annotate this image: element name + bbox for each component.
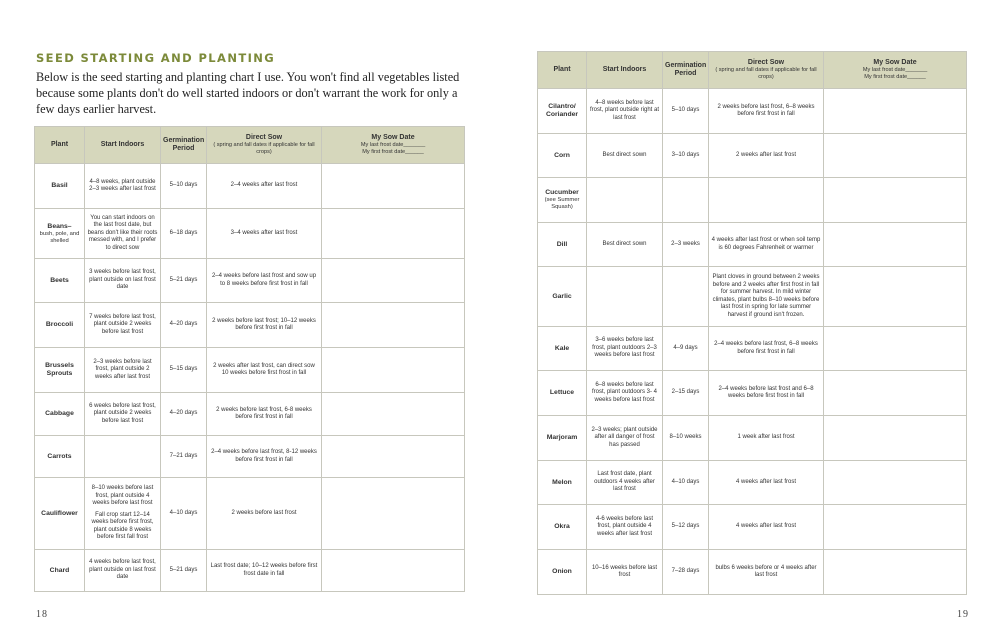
germination-cell: 5–15 days	[161, 348, 207, 393]
header-direct-sow	[207, 127, 322, 164]
germination-cell: 4–20 days	[161, 393, 207, 436]
table-row	[35, 164, 465, 209]
my-sow-date-cell[interactable]	[322, 393, 465, 436]
table-row	[35, 478, 465, 550]
plant-name: Corn	[554, 151, 570, 159]
start-indoors-text: 8–10 weeks before last frost, plant outside 4 weeks before last frost	[91, 485, 154, 507]
direct-sow-cell: 2 weeks after last frost	[709, 134, 824, 178]
germination-cell: 7–21 days	[161, 436, 207, 478]
start-indoors-cell	[85, 348, 161, 393]
plant-cell	[538, 505, 587, 550]
header-germination: Germination Period	[663, 52, 709, 89]
plant-cell	[538, 371, 587, 416]
start-indoors-text: 2–3 weeks; plant outside after all danger of frost has passed	[591, 426, 658, 448]
start-indoors-text: 4–8 weeks before last frost, plant outside right at last frost	[589, 99, 660, 121]
plant-cell	[35, 478, 85, 550]
direct-sow-cell: 2–4 weeks before last frost, 8-12 weeks before first frost in fall	[207, 436, 322, 478]
start-indoors-cell	[587, 461, 663, 505]
germination-cell: 4–10 days	[663, 461, 709, 505]
my-sow-date-cell[interactable]	[322, 550, 465, 592]
direct-sow-cell: 2–4 weeks before last frost, 6–8 weeks before first frost in fall	[709, 327, 824, 371]
start-indoors-text: 4 weeks before last frost, plant outside on last frost date	[89, 559, 156, 581]
start-indoors-text: You can start indoors on the last frost date, but beans don't like their roots messed with, and I prefer to direct sow	[87, 214, 158, 251]
header-direct-sow-label: Direct Sow	[245, 134, 283, 141]
plant-cell	[35, 209, 85, 259]
start-indoors-text: 3–6 weeks before last frost, plant outdoors 2–3 weeks before last frost	[592, 337, 657, 359]
plant-name: Beans–	[47, 222, 72, 230]
plant-name: Cilantro/ Coriander	[545, 103, 579, 118]
start-indoors-cell	[587, 89, 663, 134]
table-row	[538, 178, 967, 223]
direct-sow-cell: 4 weeks after last frost or when soil temp is 60 degrees Fahrenheit or warmer	[709, 223, 824, 267]
plant-name: Carrots	[47, 452, 72, 460]
my-sow-date-cell[interactable]	[322, 164, 465, 209]
germination-cell: 2–15 days	[663, 371, 709, 416]
start-indoors-text: Last frost date, plant outdoors 4 weeks after last frost	[594, 471, 655, 493]
start-indoors-text: Best direct sown	[602, 240, 647, 247]
my-sow-date-cell[interactable]	[322, 259, 465, 303]
page-number: 18	[36, 609, 48, 620]
plant-cell	[35, 393, 85, 436]
plant-cell	[538, 89, 587, 134]
my-sow-date-cell[interactable]	[322, 348, 465, 393]
germination-cell: 5–21 days	[161, 550, 207, 592]
header-row	[35, 127, 465, 164]
germination-cell	[663, 267, 709, 327]
header-start-indoors: Start Indoors	[85, 127, 161, 164]
direct-sow-cell: 4 weeks after last frost	[709, 461, 824, 505]
table-row	[538, 416, 967, 461]
plant-name: Onion	[552, 568, 572, 575]
start-indoors-cell	[85, 259, 161, 303]
my-sow-date-cell[interactable]	[824, 416, 967, 461]
germination-cell: 7–28 days	[663, 550, 709, 595]
plant-cell	[35, 303, 85, 348]
start-indoors-cell	[587, 178, 663, 223]
plant-note: bush, pole, and shelled	[39, 230, 80, 244]
my-sow-date-cell[interactable]	[824, 267, 967, 327]
plant-name: Cucumber	[545, 189, 579, 197]
plant-cell	[538, 550, 587, 595]
start-indoors-cell	[587, 223, 663, 267]
start-indoors-cell	[85, 436, 161, 478]
plant-cell	[538, 416, 587, 461]
start-indoors-cell	[85, 209, 161, 259]
section-heading: SEED STARTING AND PLANTING	[36, 51, 276, 65]
my-sow-date-cell[interactable]	[824, 505, 967, 550]
germination-cell: 3–10 days	[663, 134, 709, 178]
plant-name: Okra	[554, 523, 570, 530]
start-indoors-cell	[587, 550, 663, 595]
header-direct-sow-note: ( spring and fall dates if applicable for fall crops)	[213, 142, 315, 155]
direct-sow-cell: 3–4 weeks after last frost	[207, 209, 322, 259]
direct-sow-cell: bulbs 6 weeks before or 4 weeks after last frost	[709, 550, 824, 595]
start-indoors-cell	[85, 478, 161, 550]
seed-chart-right	[537, 51, 967, 595]
table-row	[538, 267, 967, 327]
table-row	[538, 550, 967, 595]
start-indoors-cell	[85, 164, 161, 209]
start-indoors-text: 7 weeks before last frost, plant outside 2 weeks before last frost	[89, 313, 156, 335]
plant-name: Brussels Sprouts	[45, 362, 74, 377]
table-row	[538, 461, 967, 505]
germination-cell: 6–18 days	[161, 209, 207, 259]
direct-sow-cell: 2 weeks before last frost, 6-8 weeks before first frost in fall	[207, 393, 322, 436]
direct-sow-cell: Last frost date; 10–12 weeks before first frost date in fall	[207, 550, 322, 592]
table-row	[538, 134, 967, 178]
table-row	[35, 348, 465, 393]
header-direct-sow-label: Direct Sow	[747, 59, 785, 66]
header-my-sow-date	[322, 127, 465, 164]
my-sow-date-cell[interactable]	[824, 327, 967, 371]
start-indoors-text: 2–3 weeks before last frost, plant outside 2 weeks after last frost	[93, 358, 152, 380]
start-indoors-fall-text: Fall crop start 12–14 weeks before first frost, plant outside 8 weeks before first fall frost	[91, 511, 154, 541]
germination-cell: 5–21 days	[161, 259, 207, 303]
start-indoors-cell	[587, 371, 663, 416]
plant-name: Dill	[556, 240, 568, 248]
plant-cell	[538, 134, 587, 178]
my-sow-date-cell[interactable]	[322, 303, 465, 348]
direct-sow-cell: 2–4 weeks before last frost and sow up to 8 weeks before first frost in fall	[207, 259, 322, 303]
start-indoors-text: 6–8 weeks before last frost, plant outdoors 3- 4 weeks before last frost	[591, 381, 658, 403]
plant-cell	[538, 223, 587, 267]
table-row	[538, 327, 967, 371]
start-indoors-cell	[587, 416, 663, 461]
plant-name: Garlic	[552, 292, 572, 300]
plant-cell	[35, 348, 85, 393]
start-indoors-cell	[85, 303, 161, 348]
header-my-sow-date-label: My Sow Date	[873, 59, 917, 66]
start-indoors-cell	[587, 134, 663, 178]
header-my-sow-date-label: My Sow Date	[371, 134, 415, 141]
plant-name: Kale	[554, 344, 570, 352]
my-sow-date-cell[interactable]	[824, 371, 967, 416]
page-number: 19	[957, 609, 969, 620]
my-sow-date-cell[interactable]	[322, 478, 465, 550]
plant-name: Cauliflower	[41, 509, 78, 517]
my-sow-date-cell[interactable]	[824, 223, 967, 267]
header-direct-sow-note: ( spring and fall dates if applicable for fall crops)	[715, 67, 817, 80]
germination-cell: 4–9 days	[663, 327, 709, 371]
plant-cell	[538, 461, 587, 505]
plant-name: Chard	[49, 566, 70, 574]
start-indoors-text: 3 weeks before last frost, plant outside on last frost date	[89, 269, 156, 291]
plant-cell	[35, 164, 85, 209]
start-indoors-text: 4–8 weeks, plant outside 2–3 weeks after last frost	[89, 178, 156, 192]
my-sow-date-cell[interactable]	[824, 89, 967, 134]
plant-name: Broccoli	[45, 321, 74, 328]
plant-name: Marjoram	[546, 434, 578, 441]
germination-cell: 5–10 days	[663, 89, 709, 134]
my-sow-date-cell[interactable]	[322, 436, 465, 478]
table-row	[35, 259, 465, 303]
germination-cell: 4–20 days	[161, 303, 207, 348]
seed-chart-left	[34, 126, 465, 592]
first-frost-date-blank: My first frost date______	[864, 74, 926, 80]
table-row	[538, 371, 967, 416]
header-start-indoors: Start Indoors	[587, 52, 663, 89]
start-indoors-text: 10–16 weeks before last frost	[591, 564, 658, 578]
start-indoors-text: 4-6 weeks before last frost, plant outside 4 weeks after last frost	[595, 515, 654, 537]
table-row	[538, 223, 967, 267]
direct-sow-cell: 1 week after last frost	[709, 416, 824, 461]
plant-name: Beets	[50, 276, 69, 284]
plant-cell	[538, 178, 587, 223]
plant-name: Melon	[552, 478, 572, 486]
plant-cell	[35, 436, 85, 478]
direct-sow-cell: 2 weeks after last frost, can direct sow 10 weeks before first frost in fall	[207, 348, 322, 393]
germination-cell: 8–10 weeks	[663, 416, 709, 461]
my-sow-date-cell[interactable]	[824, 178, 967, 223]
start-indoors-text: Best direct sown	[602, 151, 647, 158]
germination-cell: 5–10 days	[161, 164, 207, 209]
germination-cell: 2–3 weeks	[663, 223, 709, 267]
direct-sow-cell: 2–4 weeks before last frost and 6–8 weeks before first frost in fall	[709, 371, 824, 416]
table-row	[35, 436, 465, 478]
my-sow-date-cell[interactable]	[824, 134, 967, 178]
direct-sow-cell: 2 weeks before last frost	[207, 478, 322, 550]
direct-sow-cell: 2 weeks before last frost, 6–8 weeks before first frost in fall	[709, 89, 824, 134]
direct-sow-cell: 2–4 weeks after last frost	[207, 164, 322, 209]
header-germination: Germination Period	[161, 127, 207, 164]
start-indoors-text: 6 weeks before last frost, plant outside 2 weeks before last frost	[89, 402, 156, 424]
plant-cell	[35, 550, 85, 592]
table-row	[35, 393, 465, 436]
direct-sow-cell: 2 weeks before last frost; 10–12 weeks before first frost in fall	[207, 303, 322, 348]
plant-note: (see Summer Squash)	[544, 197, 580, 210]
header-plant: Plant	[538, 52, 587, 89]
plant-name: Cabbage	[45, 410, 74, 417]
start-indoors-cell	[85, 550, 161, 592]
start-indoors-cell	[587, 327, 663, 371]
my-sow-date-cell[interactable]	[824, 461, 967, 505]
plant-cell	[538, 267, 587, 327]
germination-cell	[663, 178, 709, 223]
right-page	[500, 0, 1000, 643]
header-my-sow-date	[824, 52, 967, 89]
plant-cell	[538, 327, 587, 371]
plant-name: Basil	[51, 182, 68, 189]
last-frost-date-blank: My last frost date_______	[360, 142, 426, 148]
table-row	[35, 550, 465, 592]
direct-sow-cell	[709, 178, 824, 223]
header-plant: Plant	[35, 127, 85, 164]
plant-name: Lettuce	[549, 389, 575, 396]
start-indoors-cell	[587, 267, 663, 327]
last-frost-date-blank: My last frost date_______	[862, 67, 928, 73]
table-row	[35, 303, 465, 348]
direct-sow-cell: 4 weeks after last frost	[709, 505, 824, 550]
my-sow-date-cell[interactable]	[824, 550, 967, 595]
start-indoors-cell	[587, 505, 663, 550]
table-row	[538, 505, 967, 550]
table-row	[35, 209, 465, 259]
germination-cell: 5–12 days	[663, 505, 709, 550]
first-frost-date-blank: My first frost date______	[362, 149, 424, 155]
plant-cell	[35, 259, 85, 303]
start-indoors-cell	[85, 393, 161, 436]
direct-sow-cell: Plant cloves in ground between 2 weeks before and 2 weeks after first frost in fall for summer harvest. In mild winter climates, plant bulbs 8–10 weeks before last frost in spring for late summer harvest if ground isn't frozen.	[709, 267, 824, 327]
intro-paragraph: Below is the seed starting and planting chart I use. You won't find all vegetables listed because some plants don't do well started indoors or don't warrant the work for only a few days earlier harvest.	[36, 70, 460, 116]
table-row	[538, 89, 967, 134]
my-sow-date-cell[interactable]	[322, 209, 465, 259]
header-row	[538, 52, 967, 89]
germination-cell: 4–10 days	[161, 478, 207, 550]
header-direct-sow	[709, 52, 824, 89]
